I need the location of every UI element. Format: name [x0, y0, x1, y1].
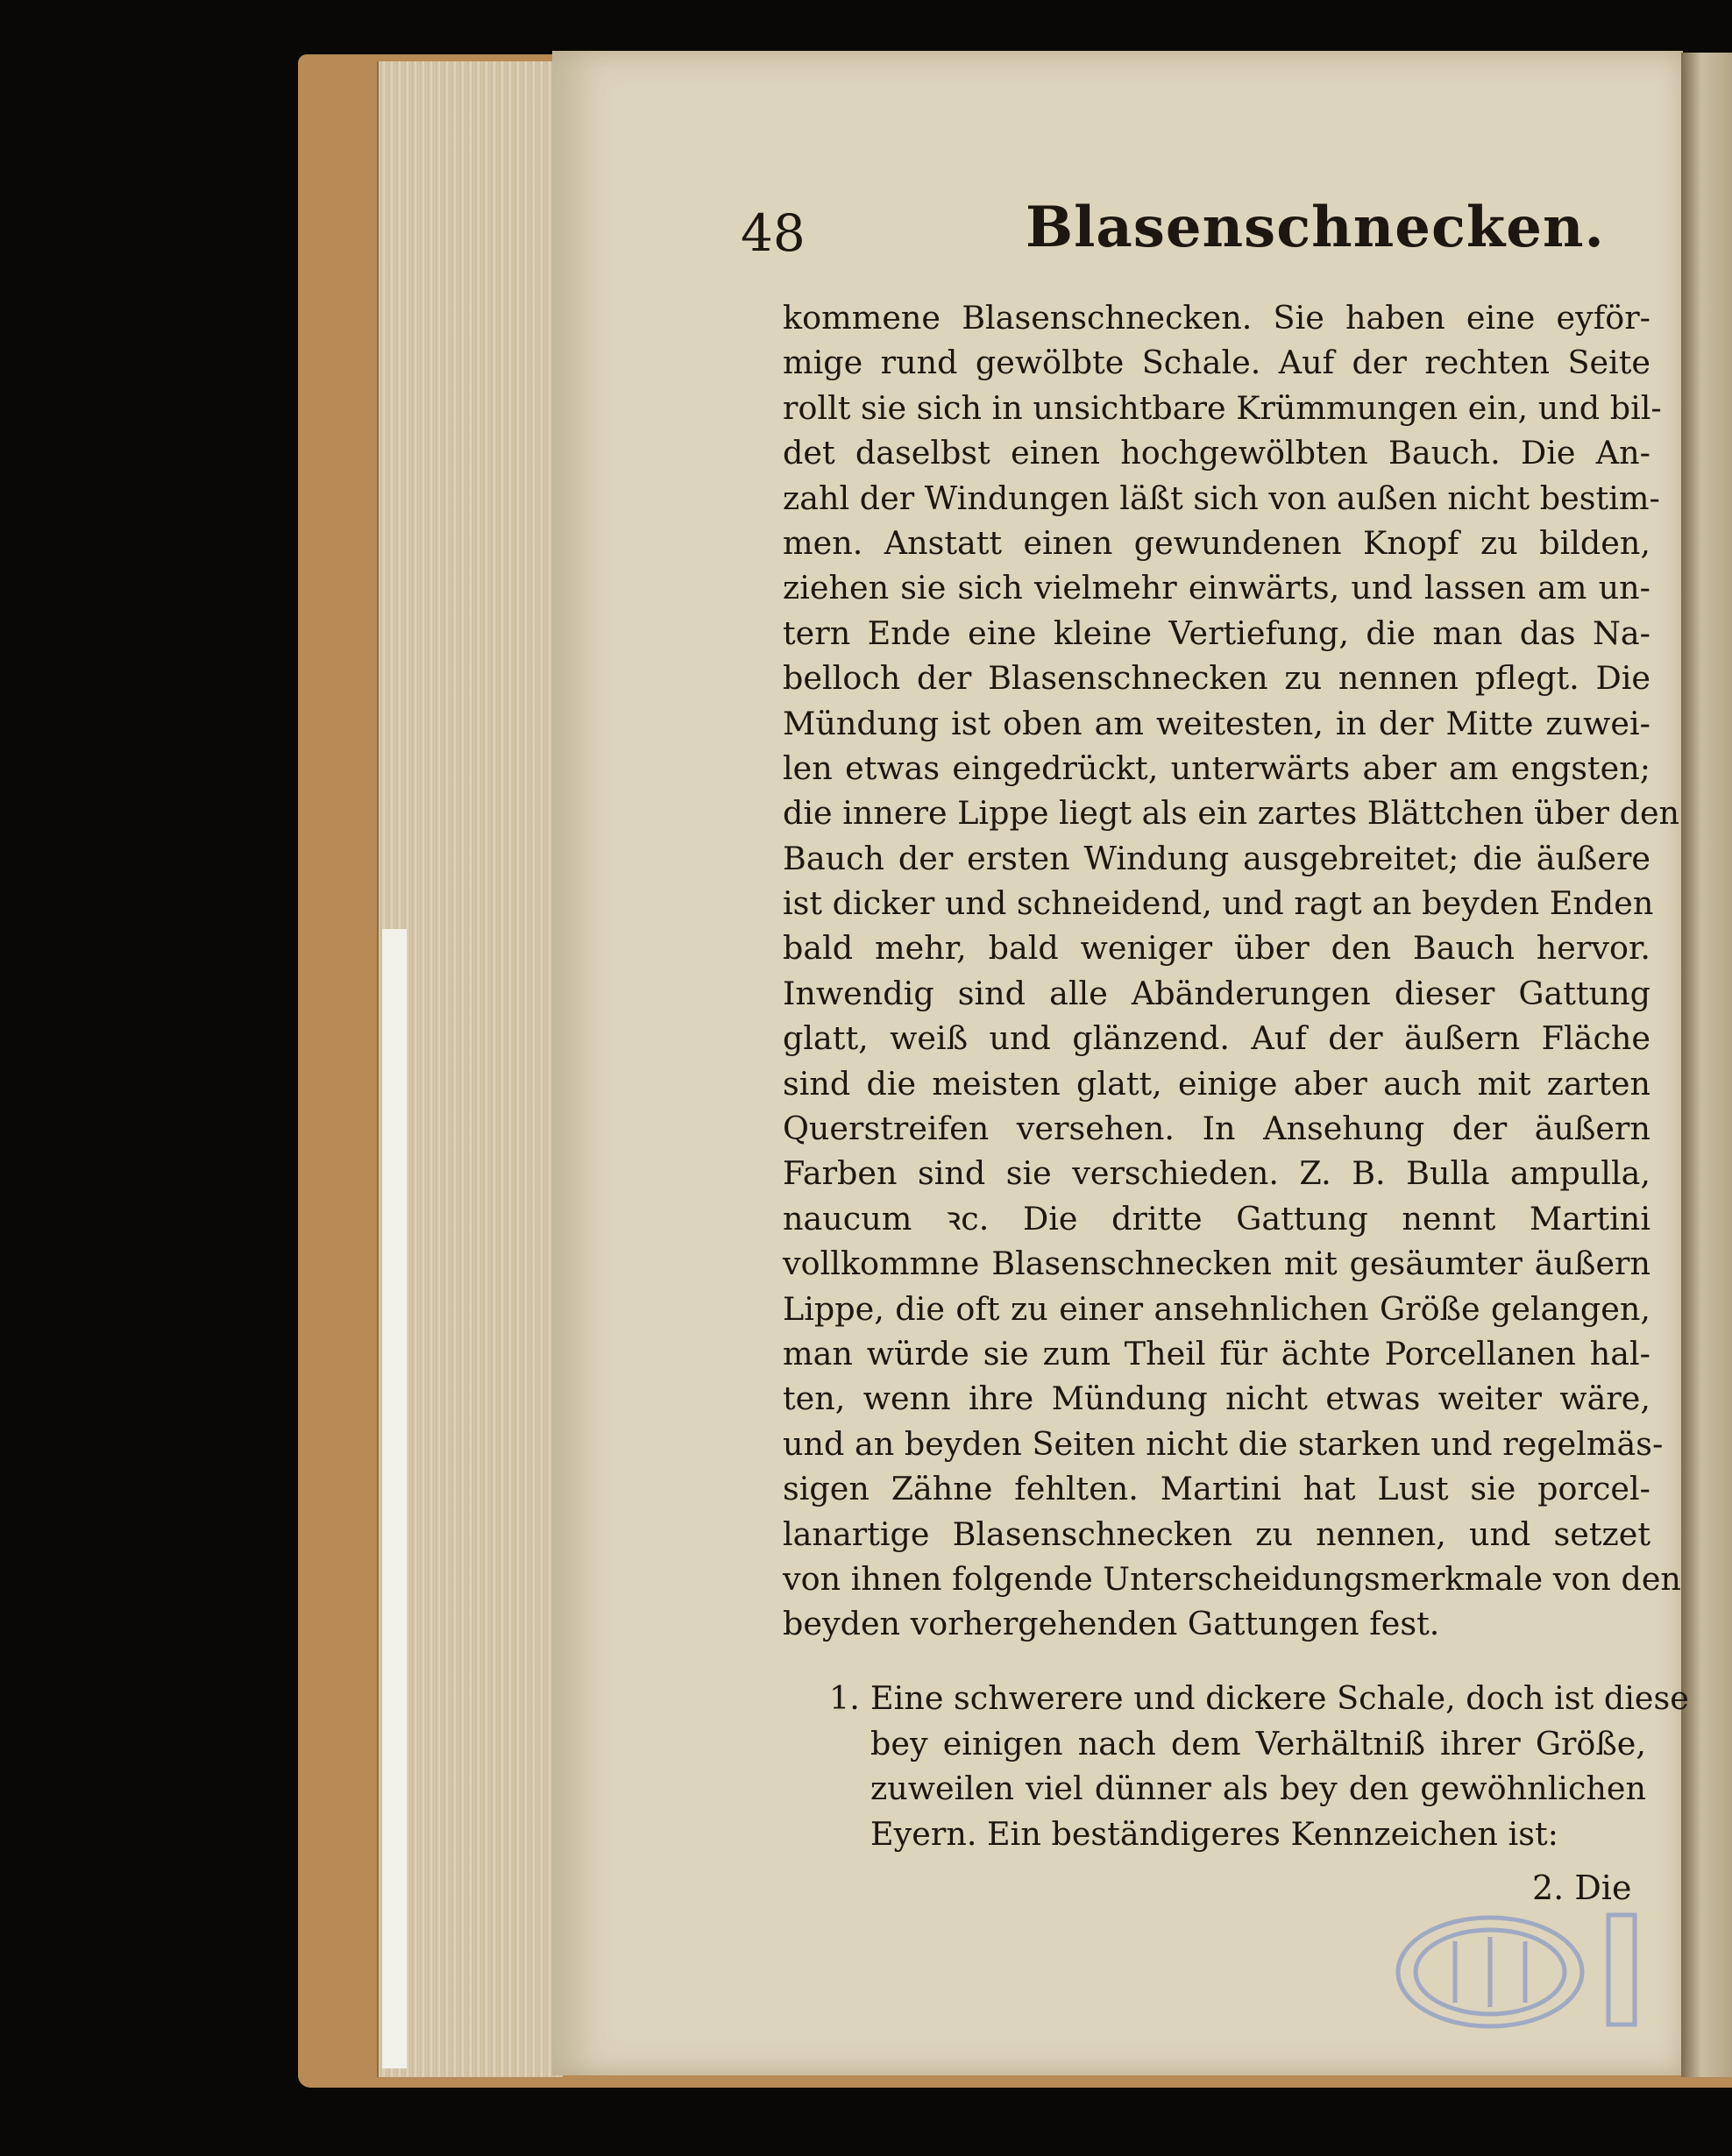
text-line: naucum ꝛc. Die dritte Gattung nennt Martini — [783, 1199, 1650, 1238]
numbered-item-line — [831, 1812, 1646, 1857]
text-line: ziehen sie sich vielmehr einwärts, und lassen am un- — [783, 569, 1650, 607]
text-line: rollt sie sich in unsichtbare Krümmungen ein, und bil- — [783, 388, 1662, 427]
page-number: 48 — [741, 203, 806, 263]
text-line: ist dicker und schneidend, und ragt an beyden Enden — [783, 884, 1654, 923]
running-head: Blasenschnecken. — [1026, 195, 1605, 260]
text-line: vollkommne Blasenschnecken mit gesäumter äußern — [783, 1245, 1650, 1283]
text-line: men. Anstatt einen gewundenen Knopf zu bilden, — [783, 523, 1650, 562]
text-line: und an beyden Seiten nicht die starken und regelmäs- — [783, 1424, 1664, 1463]
text-line: die innere Lippe liegt als ein zartes Blättchen über den — [783, 794, 1680, 833]
item-number: 1. — [829, 1679, 860, 1717]
text-line: lanartige Blasenschnecken zu nennen, und setzet — [783, 1514, 1650, 1553]
library-stamp-icon — [1385, 1902, 1648, 2033]
text-line: ten, wenn ihre Mündung nicht etwas weiter wäre, — [783, 1379, 1650, 1418]
text-line: mige rund gewölbte Schale. Auf der rechten Seite — [783, 344, 1650, 382]
text-line: kommene Blasenschnecken. Sie haben eine eyför- — [783, 299, 1650, 337]
text-line: belloch der Blasenschnecken zu nennen pflegt. Die — [783, 659, 1650, 698]
text-line: len etwas eingedrückt, unterwärts aber am engsten; — [783, 748, 1650, 787]
text-line: beyden vorhergehenden Gattungen fest. — [783, 1605, 1440, 1643]
text-line: tern Ende eine kleine Vertiefung, die man das Na- — [783, 613, 1650, 652]
text-line: Bauch der ersten Windung ausgebreitet; die äußere — [783, 839, 1650, 877]
numbered-item-line — [831, 1766, 1646, 1812]
numbered-item-line — [829, 1676, 1689, 1721]
text-line: Querstreifen versehen. In Ansehung der äußern — [783, 1110, 1650, 1148]
item-text: Eyern. Ein beständigeres Kennzeichen ist: — [870, 1814, 1558, 1853]
text-line: glatt, weiß und glänzend. Auf der äußern Fläche — [783, 1019, 1650, 1058]
text-line: Lippe, die oft zu einer ansehnlichen Größe gelangen, — [783, 1289, 1650, 1328]
page-gutter — [1681, 53, 1732, 2077]
text-line: man würde sie zum Theil für ächte Porcellanen hal- — [783, 1334, 1650, 1372]
catchword: 2. Die — [1532, 1869, 1632, 1907]
text-line: zahl der Windungen läßt sich von außen nicht bestim- — [783, 479, 1660, 517]
item-text: bey einigen nach dem Verhältniß ihrer Größe, — [870, 1724, 1646, 1762]
item-text: zuweilen viel dünner als bey den gewöhnlichen — [870, 1769, 1646, 1807]
main-paragraph — [783, 295, 1681, 1647]
loose-leaf — [382, 929, 407, 2068]
text-line: det daselbst einen hochgewölbten Bauch. Die An- — [783, 434, 1650, 472]
text-line: Farben sind sie verschieden. Z. B. Bulla ampulla, — [783, 1154, 1650, 1193]
numbered-item-line — [831, 1721, 1646, 1767]
text-line: Mündung ist oben am weitesten, in der Mitte zuwei- — [783, 704, 1650, 742]
text-line: bald mehr, bald weniger über den Bauch hervor. — [783, 929, 1650, 968]
text-line: von ihnen folgende Unterscheidungsmerkmale von den — [783, 1559, 1681, 1598]
text-line: sigen Zähne fehlten. Martini hat Lust sie porcel- — [783, 1470, 1650, 1508]
numbered-item — [829, 1676, 1689, 1856]
text-line: Inwendig sind alle Abänderungen dieser Gattung — [783, 974, 1650, 1012]
text-line: sind die meisten glatt, einige aber auch mit zarten — [783, 1064, 1650, 1103]
item-text: Eine schwerere und dickere Schale, doch ist diese — [870, 1679, 1689, 1717]
